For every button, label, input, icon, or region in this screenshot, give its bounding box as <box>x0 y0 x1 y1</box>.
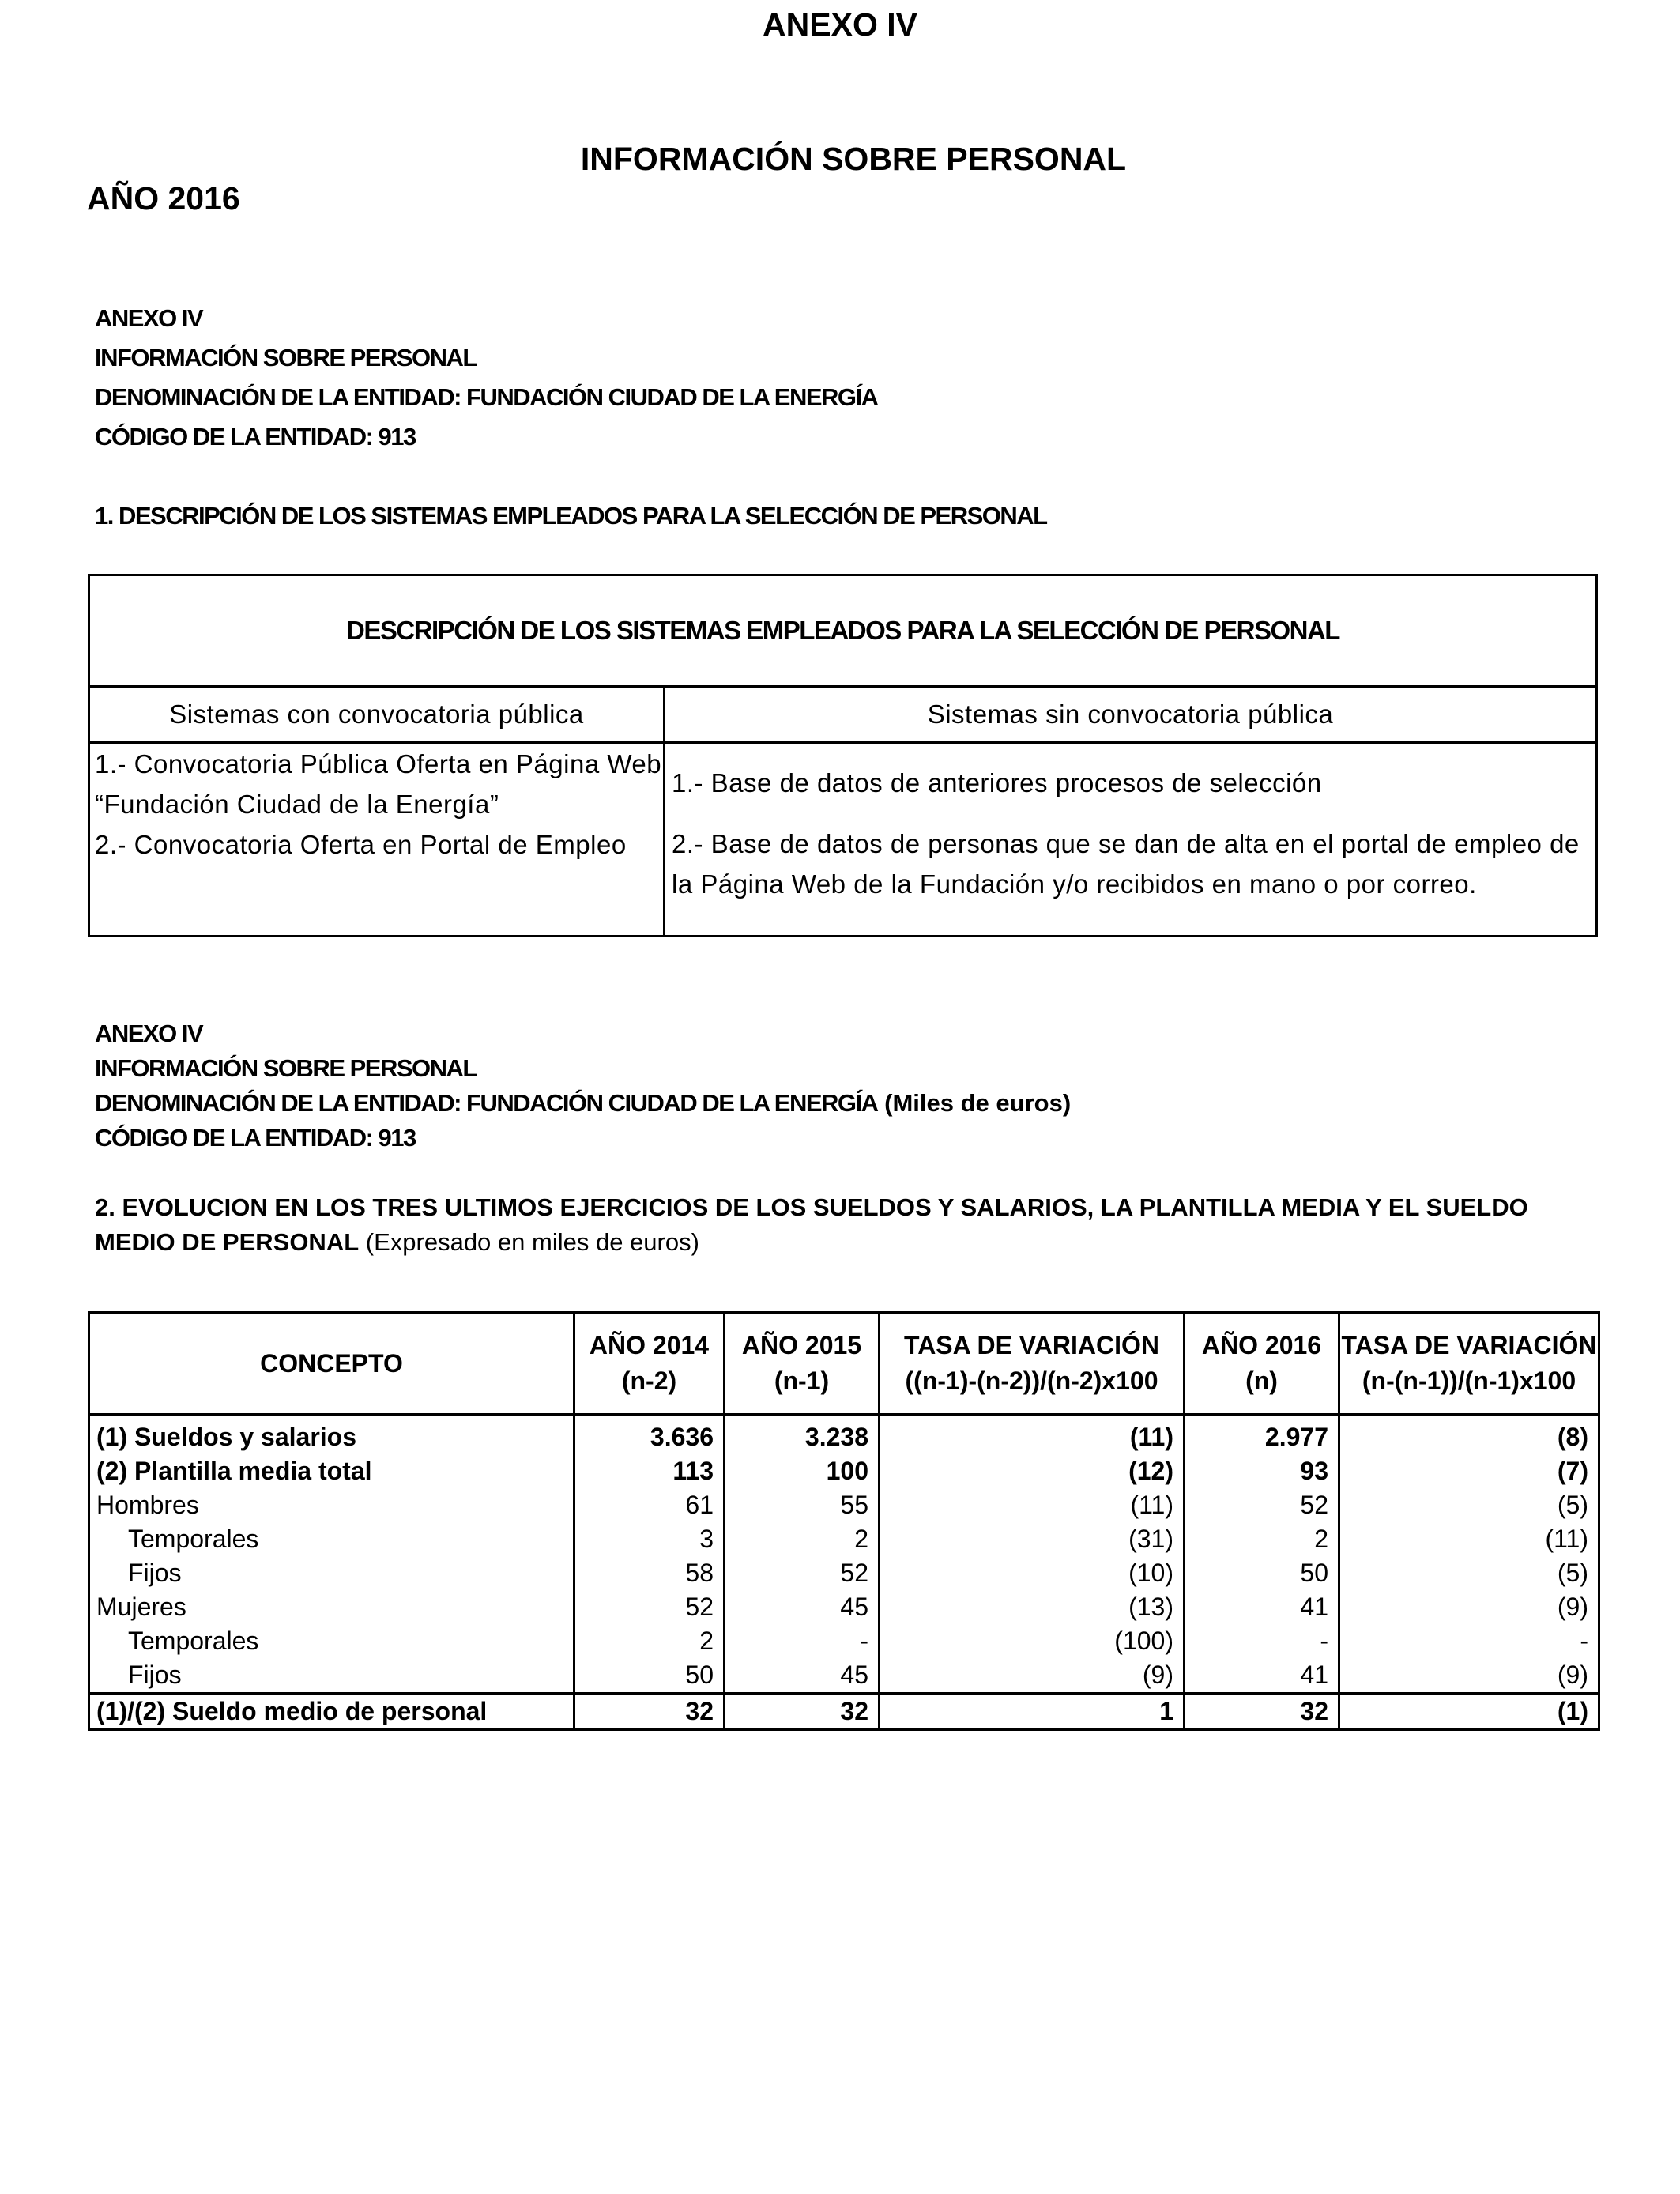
cell-concept: Temporales <box>89 1624 574 1658</box>
table-row <box>89 1624 1599 1658</box>
cell-concept: Mujeres <box>89 1590 574 1624</box>
private-line: 2.- Base de datos de personas que se dan de alta en el portal de empleo de <box>672 829 1580 858</box>
cell-rate-1: (11) <box>880 1488 1185 1522</box>
cell-2015: 2 <box>725 1522 880 1556</box>
cell-2015: - <box>725 1624 880 1658</box>
section2-code: CÓDIGO DE LA ENTIDAD: 913 <box>95 1124 416 1152</box>
table-row-total <box>89 1694 1599 1730</box>
col-header-public: Sistemas con convocatoria pública <box>89 687 665 743</box>
header-2015: AÑO 2015 (n-1) <box>725 1313 880 1415</box>
cell-2014: 113 <box>574 1454 725 1488</box>
cell-2014: 52 <box>574 1590 725 1624</box>
cell-2015: 45 <box>725 1590 880 1624</box>
cell-concept: (1) Sueldos y salarios <box>89 1415 574 1455</box>
cell-2014: 61 <box>574 1488 725 1522</box>
cell-2015: 52 <box>725 1556 880 1590</box>
private-line: 1.- Base de datos de anteriores procesos de selección <box>672 768 1322 797</box>
selection-table-caption: DESCRIPCIÓN DE LOS SISTEMAS EMPLEADOS PARA LA SELECCIÓN DE PERSONAL <box>89 575 1597 687</box>
cell-rate-2: (9) <box>1339 1590 1599 1624</box>
cell-rate-1: (12) <box>880 1454 1185 1488</box>
col-header-private: Sistemas sin convocatoria pública <box>665 687 1597 743</box>
page-main-title: INFORMACIÓN SOBRE PERSONAL <box>580 141 1127 177</box>
cell-rate-1: (10) <box>880 1556 1185 1590</box>
section1-info: INFORMACIÓN SOBRE PERSONAL <box>95 344 477 371</box>
section1-annex: ANEXO IV <box>95 304 203 332</box>
page-year: AÑO 2016 <box>87 180 240 217</box>
evolution-table <box>88 1311 1600 1731</box>
section2-header <box>95 1016 1528 1260</box>
section2-annex: ANEXO IV <box>95 1020 203 1047</box>
public-line: “Fundación Ciudad de la Energía” <box>95 790 499 819</box>
cell-rate-2: (11) <box>1339 1522 1599 1556</box>
cell-2015: 32 <box>725 1694 880 1730</box>
cell-2014: 3 <box>574 1522 725 1556</box>
section2-info: INFORMACIÓN SOBRE PERSONAL <box>95 1054 477 1082</box>
public-line: 2.- Convocatoria Oferta en Portal de Empleo <box>95 830 627 859</box>
cell-2014: 3.636 <box>574 1415 725 1455</box>
cell-2016: 2 <box>1185 1522 1339 1556</box>
cell-2014: 58 <box>574 1556 725 1590</box>
page-annex-title: ANEXO IV <box>763 6 917 43</box>
cell-2015: 100 <box>725 1454 880 1488</box>
cell-rate-2: (8) <box>1339 1415 1599 1455</box>
section2-title-line2 <box>95 1225 1528 1260</box>
header-2014: AÑO 2014 (n-2) <box>574 1313 725 1415</box>
section2-title-line1: 2. EVOLUCION EN LOS TRES ULTIMOS EJERCICIOS DE LOS SUELDOS Y SALARIOS, LA PLANTILLA MEDIA Y EL SUELDO <box>95 1193 1528 1221</box>
cell-2014: 2 <box>574 1624 725 1658</box>
cell-rate-1: (9) <box>880 1658 1185 1694</box>
cell-2016: 93 <box>1185 1454 1339 1488</box>
cell-2015: 55 <box>725 1488 880 1522</box>
table-row <box>89 1590 1599 1624</box>
cell-rate-2: (9) <box>1339 1658 1599 1694</box>
cell-rate-1: 1 <box>880 1694 1185 1730</box>
table-row <box>89 1522 1599 1556</box>
header-2016: AÑO 2016 (n) <box>1185 1313 1339 1415</box>
cell-2016: 41 <box>1185 1658 1339 1694</box>
cell-concept: Fijos <box>89 1658 574 1694</box>
cell-2014: 32 <box>574 1694 725 1730</box>
table-row <box>89 1454 1599 1488</box>
private-systems-cell <box>665 743 1597 937</box>
cell-2016: - <box>1185 1624 1339 1658</box>
table-row <box>89 1658 1599 1694</box>
cell-2016: 32 <box>1185 1694 1339 1730</box>
section2-title-bold: MEDIO DE PERSONAL <box>95 1228 360 1256</box>
section2-title-note: (Expresado en miles de euros) <box>359 1228 699 1256</box>
section1-code: CÓDIGO DE LA ENTIDAD: 913 <box>95 423 416 450</box>
cell-concept: Temporales <box>89 1522 574 1556</box>
header-rate-1: TASA DE VARIACIÓN ((n-1)-(n-2))/(n-2)x100 <box>880 1313 1185 1415</box>
cell-rate-2: (1) <box>1339 1694 1599 1730</box>
table-row <box>89 1488 1599 1522</box>
cell-rate-1: (11) <box>880 1415 1185 1455</box>
header-concept: CONCEPTO <box>89 1313 574 1415</box>
cell-2016: 2.977 <box>1185 1415 1339 1455</box>
selection-systems-table <box>88 574 1598 937</box>
cell-rate-1: (31) <box>880 1522 1185 1556</box>
table-row <box>89 1415 1599 1455</box>
section1-header <box>95 299 1047 536</box>
cell-2016: 52 <box>1185 1488 1339 1522</box>
section2-entity <box>95 1086 1528 1121</box>
private-line: la Página Web de la Fundación y/o recibidos en mano o por correo. <box>672 869 1477 899</box>
cell-2014: 50 <box>574 1658 725 1694</box>
cell-rate-1: (13) <box>880 1590 1185 1624</box>
cell-concept: Fijos <box>89 1556 574 1590</box>
cell-concept: (1)/(2) Sueldo medio de personal <box>89 1694 574 1730</box>
cell-concept: Hombres <box>89 1488 574 1522</box>
section1-title: 1. DESCRIPCIÓN DE LOS SISTEMAS EMPLEADOS PARA LA SELECCIÓN DE PERSONAL <box>95 502 1047 530</box>
cell-rate-2: (5) <box>1339 1556 1599 1590</box>
cell-rate-2: (7) <box>1339 1454 1599 1488</box>
cell-rate-2: - <box>1339 1624 1599 1658</box>
public-systems-cell <box>89 743 665 937</box>
cell-2016: 50 <box>1185 1556 1339 1590</box>
cell-2015: 3.238 <box>725 1415 880 1455</box>
cell-concept: (2) Plantilla media total <box>89 1454 574 1488</box>
public-line: 1.- Convocatoria Pública Oferta en Página Web <box>95 749 662 778</box>
cell-rate-1: (100) <box>880 1624 1185 1658</box>
section2-entity-units: (Miles de euros) <box>877 1089 1072 1117</box>
section1-entity: DENOMINACIÓN DE LA ENTIDAD: FUNDACIÓN CIUDAD DE LA ENERGÍA <box>95 383 878 411</box>
table-row <box>89 1556 1599 1590</box>
header-rate-2: TASA DE VARIACIÓN (n-(n-1))/(n-1)x100 <box>1339 1313 1599 1415</box>
cell-rate-2: (5) <box>1339 1488 1599 1522</box>
section2-entity-name: DENOMINACIÓN DE LA ENTIDAD: FUNDACIÓN CIUDAD DE LA ENERGÍA <box>95 1089 878 1117</box>
cell-2015: 45 <box>725 1658 880 1694</box>
cell-2016: 41 <box>1185 1590 1339 1624</box>
